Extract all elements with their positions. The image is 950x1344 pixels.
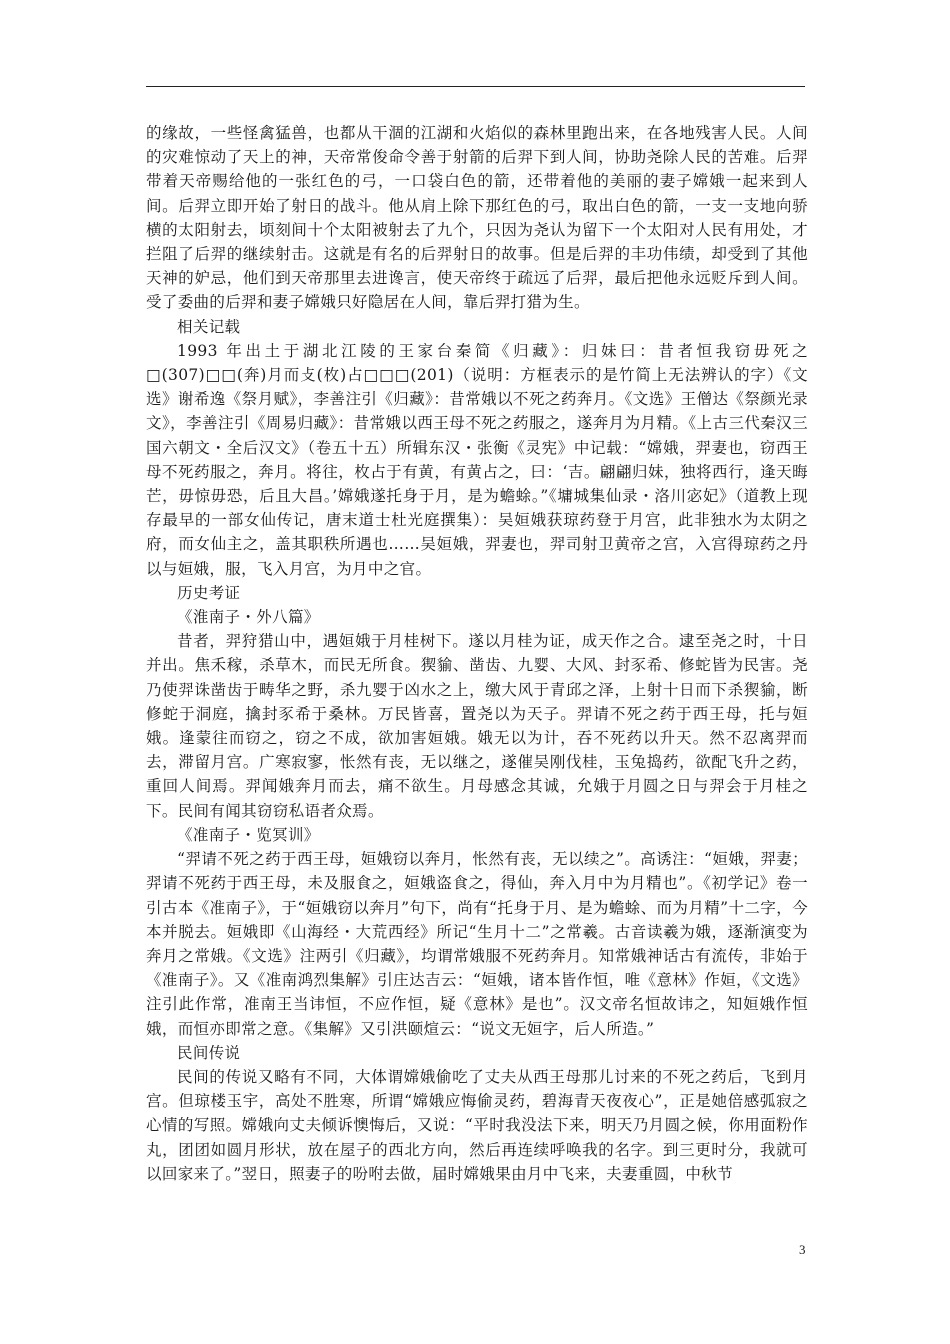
section-heading: 《淮南子・外八篇》 — [177, 608, 320, 627]
body-paragraph: 昔者，羿狩猎山中，遇姮娥于月桂树下。遂以月桂为证，成天作之合。逮至尧之时，十日并出。焦禾稼，杀草木，而民无所食。猰貐、凿齿、九婴、大风、封豕希、修蛇皆为民害。尧乃使羿诛凿齿于畴华之野，杀九婴于凶水之上，缴大风于青邱之泽，上射十日而下杀猰貐，断修蛇于洞庭，擒封豕希于桑林。万民皆喜，置尧以为天子。羿请不死之药于西王母，托与姮娥。逢蒙往而窃之，窃之不成，欲加害姮娥。娥无以为计，吞不死药以升天。然不忍离羿而去，滞留月宫。广寒寂寥，怅然有丧，无以继之，遂催吴刚伐桂，玉兔捣药，欲配飞升之药，重回人间焉。羿闻娥奔月而去，痛不欲生。月母感念其诚，允娥于月圆之日与羿会于月桂之下。民间有闻其窃窃私语者众焉。 — [146, 632, 808, 820]
body-paragraph: 1993 年出土于湖北江陵的王家台秦简《归藏》：归妹曰：昔者恒我窃毋死之□(307)□□(奔)月而攴(枚)占□□□(201)（说明：方框表示的是竹简上无法辨认的字）《文选》谢希逸《祭月赋》，李善注引《归藏》：昔常娥以不死之药奔月。《文选》王僧达《祭颜光录文》，李善注引《周易归藏》：昔常娥以西王母不死之药服之，遂奔月为月精。《上古三代秦汉三国六朝文・全后汉文》（卷五十五）所辑东汉・张衡《灵宪》中记载：“嫦娥，羿妻也，窃西王母不死药服之，奔月。将往，枚占于有黄，有黄占之，曰：‘吉。翩翩归妹，独将西行，逢天晦芒，毋惊毋恐，后且大昌。’嫦娥遂托身于月，是为蟾蜍。”《墉城集仙录・洛川宓妃》（道教上现存最早的一部女仙传记，唐末道士杜光庭撰集）：吴姮娥获琼药登于月宫，此非独水为太阴之府，而女仙主之，盖其职秩所遇也……吴姮娥，羿妻也，羿司射卫黄帝之宫，入宫得琼药之丹以与姮娥，服，飞入月宫，为月中之官。 — [146, 341, 808, 578]
header-rule — [146, 86, 805, 87]
section-heading: 《准南子・览冥训》 — [177, 825, 320, 844]
body-paragraph: 的缘故，一些怪禽猛兽，也都从干涸的江湖和火焰似的森林里跑出来，在各地残害人民。人间的灾难惊动了天上的神，天帝常俊命令善于射箭的后羿下到人间，协助尧除人民的苦难。后羿带着天帝赐给他的一张红色的弓，一口袋白色的箭，还带着他的美丽的妻子嫦娥一起来到人间。后羿立即开始了射日的战斗。他从肩上除下那红色的弓，取出白色的箭，一支一支地向骄横的太阳射去，顷刻间十个太阳被射去了九个，只因为尧认为留下一个太阳对人民有用处，才拦阻了后羿的继续射击。这就是有名的后羿射日的故事。但是后羿的丰功伟绩，却受到了其他天神的妒忌，他们到天帝那里去进谗言，使天帝终于疏远了后羿，最后把他永远贬斥到人间。受了委曲的后羿和妻子嫦娥只好隐居在人间，靠后羿打猎为生。 — [146, 124, 808, 312]
document-body — [146, 121, 808, 1186]
body-paragraph: “羿请不死之药于西王母，姮娥窃以奔月，怅然有丧，无以续之”。高诱注：“姮娥，羿妻；羿请不死药于西王母，未及服食之，姮娥盗食之，得仙，奔入月中为月精也”。《初学记》卷一引古本《准南子》，于“姮娥窃以奔月”句下，尚有“托身于月、是为蟾蜍、而为月精”十二字，今本并脱去。姮娥即《山海经・大荒西经》所记“生月十二”之常羲。古音读羲为娥，逐渐演变为奔月之常娥。《文选》注两引《归藏》，均谓常娥服不死药奔月。知常娥神话古有流传，非始于《准南子》。又《准南鸿烈集解》引庄达吉云：“姮娥，诸本皆作恒，唯《意林》作姮，《文选》注引此作常，准南王当讳恒，不应作恒，疑《意林》是也”。汉文帝名恒故讳之，知姮娥作恒娥，而恒亦即常之意。《集解》又引洪颐煊云：“说文无姮字，后人所造。” — [146, 850, 808, 1038]
section-heading: 民间传说 — [177, 1043, 241, 1062]
section-heading: 历史考证 — [177, 583, 241, 602]
page-number: 3 — [799, 1242, 806, 1257]
body-paragraph: 民间的传说又略有不同，大体谓嫦娥偷吃了丈夫从西王母那儿讨来的不死之药后，飞到月宫。但琼楼玉宇，高处不胜寒，所谓“嫦娥应悔偷灵药，碧海青天夜夜心”，正是她倍感弧寂之心情的写照。嫦娥向丈夫倾诉懊悔后，又说：“平时我没法下来，明天乃月圆之候，你用面粉作丸，团团如圆月形状，放在屋子的西北方向，然后再连续呼唤我的名字。到三更时分，我就可以回家来了。”翌日，照妻子的吩咐去做，届时嫦娥果由月中飞来，夫妻重圆，中秋节 — [146, 1067, 808, 1183]
section-heading: 相关记载 — [177, 317, 241, 336]
